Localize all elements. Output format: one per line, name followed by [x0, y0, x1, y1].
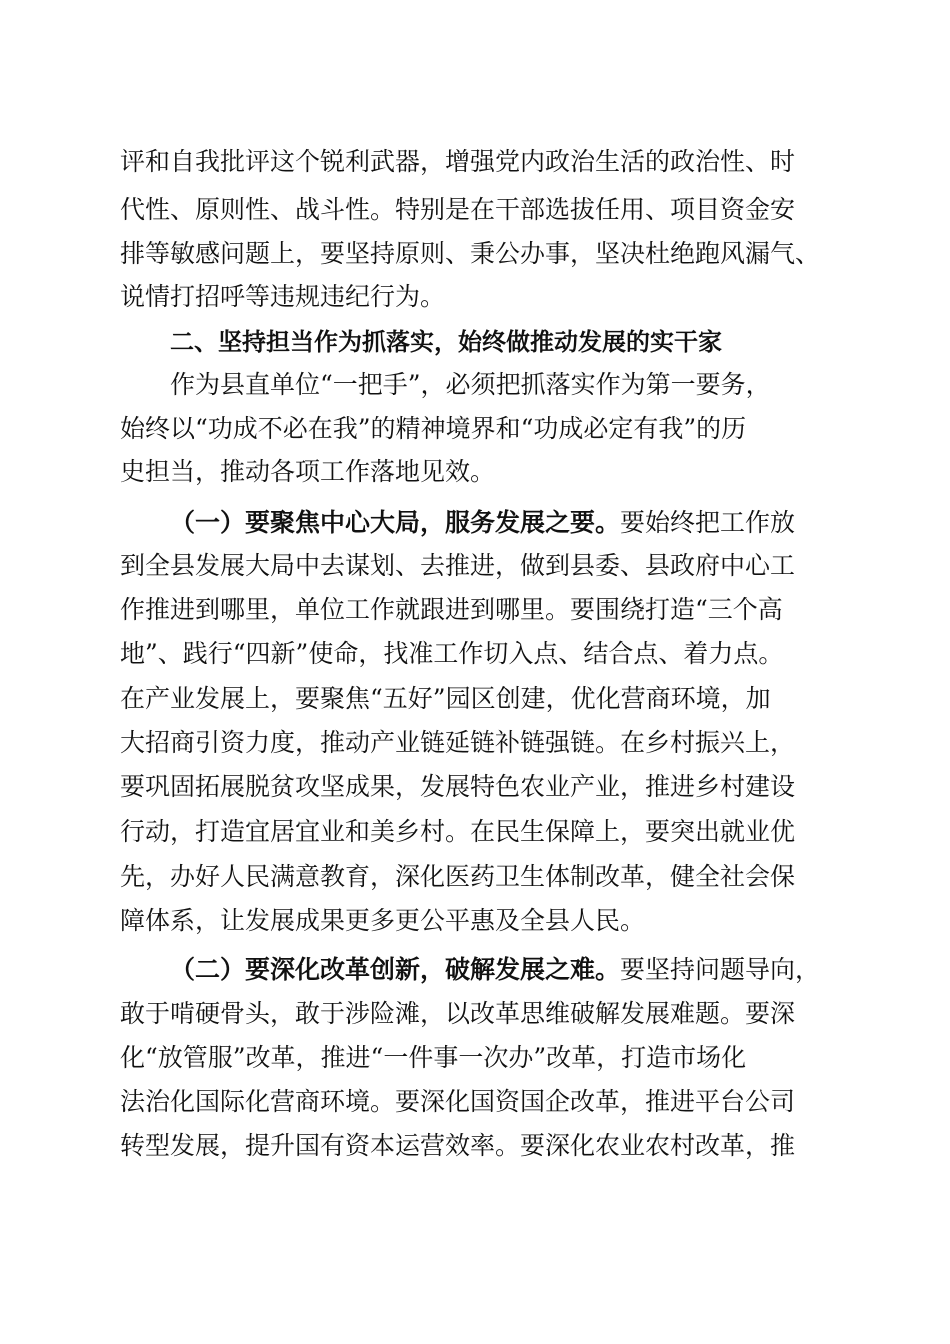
text-line: 评和自我批评这个锐利武器，增强党内政治生活的政治性、时 — [120, 147, 796, 176]
text-line: 法治化国际化营商环境。要深化国资国企改革，推进平台公司 — [120, 1087, 796, 1116]
text-line: 障体系，让发展成果更多更公平惠及全县人民。 — [120, 906, 646, 935]
text-line: 说情打招呼等违规违纪行为。 — [120, 282, 446, 311]
subsection-title: （二）要深化改革创新，破解发展之难。 — [170, 955, 621, 984]
text-line: 作推进到哪里，单位工作就跟进到哪里。要围绕打造“三个高 — [120, 595, 783, 624]
text-line: 始终以“功成不必在我”的精神境界和“功成必定有我”的历 — [120, 414, 747, 443]
text-line: 化“放管服”改革，推进“一件事一次办”改革，打造市场化 — [120, 1043, 747, 1072]
subsection-line — [170, 507, 795, 539]
text-line: 先，办好人民满意教育，深化医药卫生体制改革，健全社会保 — [120, 862, 796, 891]
text-line: 行动，打造宜居宜业和美乡村。在民生保障上，要突出就业优 — [120, 817, 796, 846]
text-line: 转型发展，提升国有资本运营效率。要深化农业农村改革，推 — [120, 1131, 796, 1160]
text-line: 敢于啃硬骨头，敢于涉险滩，以改革思维破解发展难题。要深 — [120, 999, 796, 1028]
text-line: 作为县直单位“一把手”，必须把抓落实作为第一要务， — [170, 370, 771, 399]
text-line: 到全县发展大局中去谋划、去推进，做到县委、县政府中心工 — [120, 551, 796, 580]
text-line: 排等敏感问题上，要坚持原则、秉公办事，坚决杜绝跑风漏气、 — [120, 239, 821, 268]
text-line: 大招商引资力度，推动产业链延链补链强链。在乡村振兴上， — [120, 728, 796, 757]
subsection-text: 要始终把工作放 — [620, 508, 796, 537]
text-line: 地”、践行“四新”使命，找准工作切入点、结合点、着力点。 — [120, 639, 784, 668]
text-line: 代性、原则性、战斗性。特别是在干部选拔任用、项目资金安 — [120, 195, 796, 224]
text-line: 在产业发展上，要聚焦“五好”园区创建，优化营商环境，加 — [120, 684, 771, 713]
subsection-line — [170, 954, 820, 986]
subsection-title: （一）要聚焦中心大局，服务发展之要。 — [170, 508, 621, 537]
subsection-text: 要坚持问题导向， — [620, 955, 821, 984]
section-heading: 二、坚持担当作为抓落实，始终做推动发展的实干家 — [170, 328, 722, 356]
text-line: 史担当，推动各项工作落地见效。 — [120, 457, 496, 486]
text-line: 要巩固拓展脱贫攻坚成果，发展特色农业产业，推进乡村建设 — [120, 772, 796, 801]
